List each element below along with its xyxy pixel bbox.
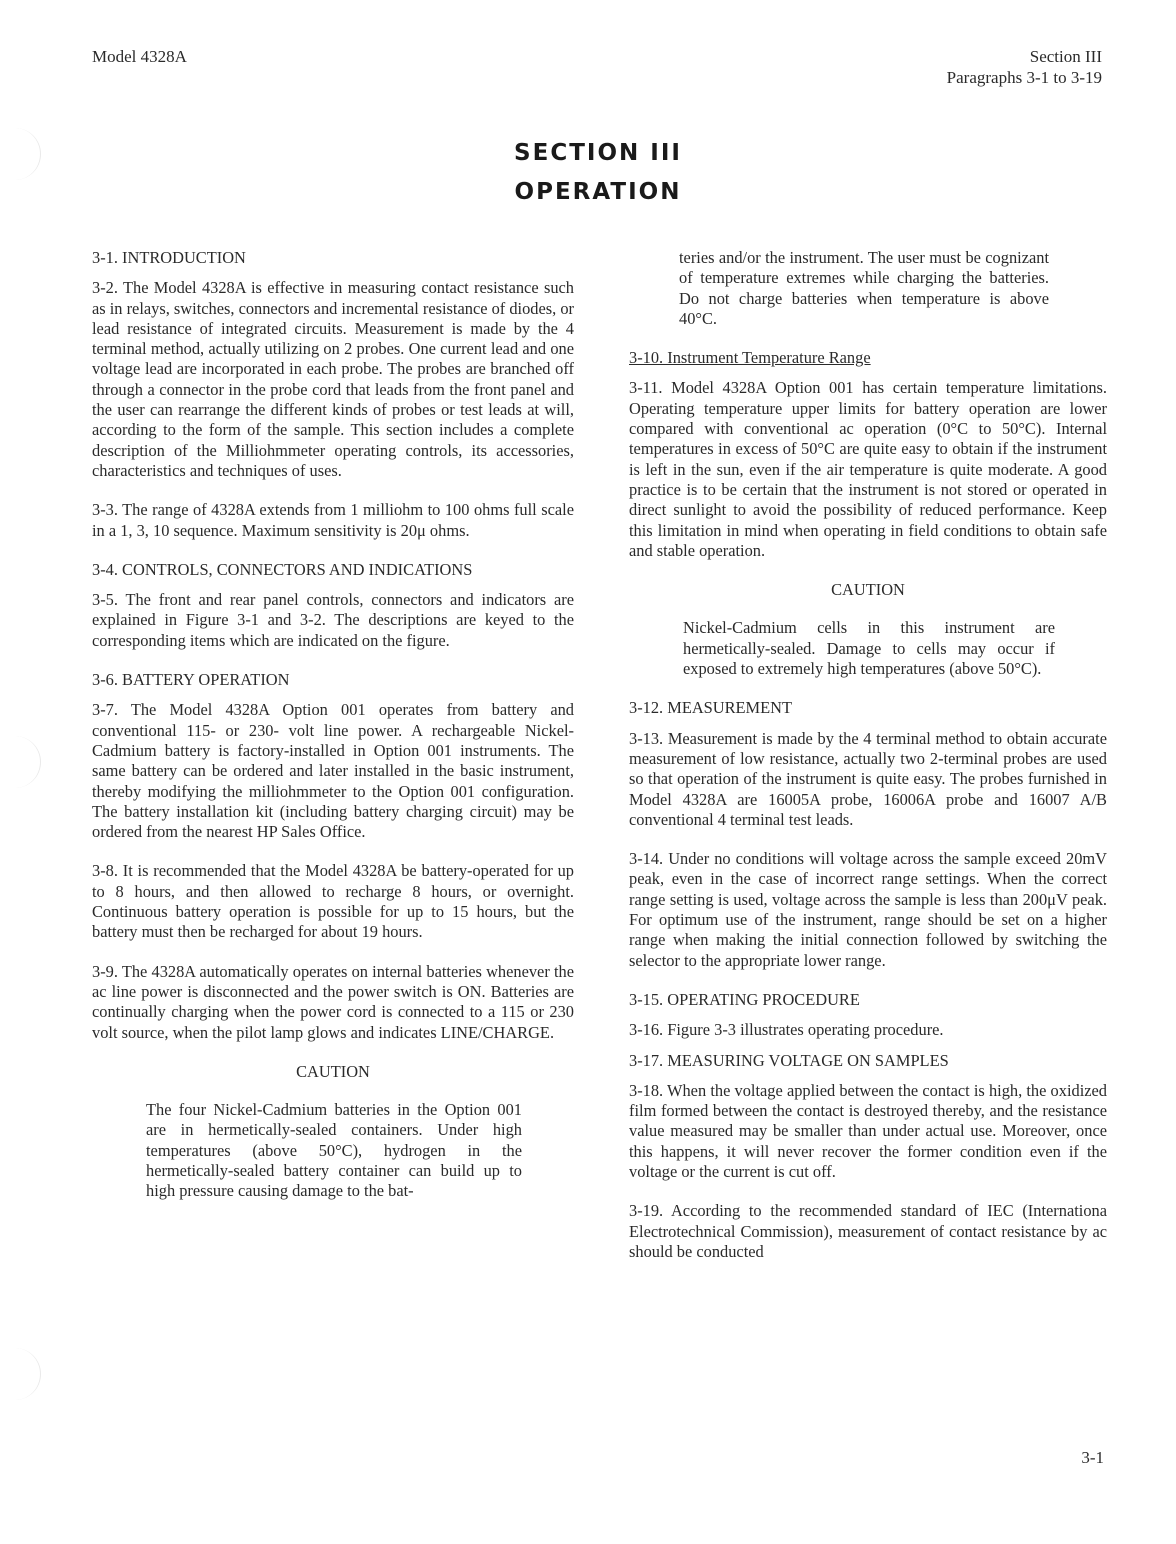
paragraph-3-5: 3-5. The front and rear panel controls, connectors and indicators are explained in Figure 3-1 and 3-2. The descriptions are keyed to the corresponding items which are indicated on the figure. [92,590,574,650]
heading-introduction: 3-1. INTRODUCTION [92,248,246,267]
paragraph-3-3: 3-3. The range of 4328A extends from 1 milliohm to 100 ohms full scale in a 1, 3, 10 sequence. Maximum sensitivity is 20μ ohms. [92,500,574,540]
paragraph-3-7: 3-7. The Model 4328A Option 001 operates from battery and conventional 115- or 230- volt line power. A rechargeable Nickel-Cadmium battery is factory-installed in Option 001 instruments. The same battery can be ordered and later installed in the basic instrument, thereby modifying the milliohmmeter to the Option 001 configuration. The battery installation kit (including battery charging circuit) may be ordered from the nearest HP Sales Office. [92,700,574,842]
caution-continued: teries and/or the instrument. The user must be cognizant of temperature extremes while charging the batteries. Do not charge batteries when temperature is above 40°C. [679,248,1049,328]
caution-title: CAUTION [296,1061,370,1081]
right-column [629,248,1107,1281]
binder-hole-mark [0,736,41,788]
binder-hole-mark [0,1348,41,1400]
header-section: Section III [1029,47,1102,66]
header-model: Model 4328A [92,47,187,66]
caution-body: Nickel-Cadmium cells in this instrument are hermetically-sealed. Damage to cells may occur if exposed to extremely high temperatures (above 50°C). [683,618,1055,679]
section-title: SECTION III [514,140,682,166]
heading-operating-procedure: 3-15. OPERATING PROCEDURE [629,989,860,1009]
heading-measuring-voltage: 3-17. MEASURING VOLTAGE ON SAMPLES [629,1050,949,1070]
heading-temperature-range-text: 3-10. Instrument Temperature Range [629,348,871,368]
caution-body: The four Nickel-Cadmium batteries in the Option 001 are in hermetically-sealed containers. Under high temperatures (above 50°C), hydrogen in the hermetically-sealed battery container can build up to high pressure causing damage to the bat- [146,1100,522,1201]
heading-battery-operation: 3-6. BATTERY OPERATION [92,670,290,690]
heading-controls: 3-4. CONTROLS, CONNECTORS AND INDICATIONS [92,559,473,579]
left-column [92,248,574,1221]
section-subtitle: OPERATION [514,179,682,205]
caution-title: CAUTION [831,580,905,600]
paragraph-3-16: 3-16. Figure 3-3 illustrates operating procedure. [629,1020,944,1040]
paragraph-3-2: 3-2. The Model 4328A is effective in measuring contact resistance such as in relays, switches, connectors and incremental resistance of diodes, or lead resistance of integrated circuits. Measurement is made by the 4 terminal method, actually utilizing on 2 probes. One current lead and one voltage lead are incorporated in each probe. The probes are branched off through a connector in the probe cord that leads from the front panel and the user can rearrange the different kinds of probes or test leads at will, according to the form of the sample. This section includes a complete description of the Milliohmmeter operating controls, its accessories, characteristics and techniques of uses. [92,278,574,480]
paragraph-3-11: 3-11. Model 4328A Option 001 has certain temperature limitations. Operating temperature upper limits for battery operation are lower compared with conventional ac operation (0°C to 50°C). Internal temperatures in excess of 50°C are quite easy to obtain if the instrument is left in the sun, even if the air temperature is quite moderate. A good practice is to be certain that the instrument is not stored or operated in direct sunlight to avoid the possibility of reduced performance. Keep this limitation in mind when operating in field conditions to obtain safe and stable operation. [629,378,1107,560]
paragraph-3-13: 3-13. Measurement is made by the 4 terminal method to obtain accurate measurement of low resistance, actually two 2-terminal probes are used so that operation of the instrument is quite easy. The probes furnished in Model 4328A are 16005A probe, 16006A probe and 16007 A/B conventional 4 terminal test leads. [629,728,1107,829]
paragraph-3-19: 3-19. According to the recommended standard of IEC (Internationa Electrotechnical Commission), measurement of contact resistance by ac should be conducted [629,1201,1107,1261]
paragraph-3-8: 3-8. It is recommended that the Model 4328A be battery-operated for up to 8 hours, and then allowed to recharge 8 hours, or overnight. Continuous battery operation is possible for up to 15 hours, but the battery must then be recharged for about 19 hours. [92,861,574,942]
page-number: 3-1 [1081,1448,1104,1467]
paragraph-3-9: 3-9. The 4328A automatically operates on internal batteries whenever the ac line power is disconnected and the power switch is ON. Batteries are continually charging when the power cord is connected to a 115 or 230 volt source, when the pilot lamp glows and indicates LINE/CHARGE. [92,961,574,1042]
paragraph-3-18: 3-18. When the voltage applied between the contact is high, the oxidized film formed between the contact is destroyed thereby, and the resistance value measured may be smaller than under actual use. Moreover, once this happens, it will never recover the former condition even if the voltage or the current is cut off. [629,1080,1107,1181]
paragraph-3-14: 3-14. Under no conditions will voltage across the sample exceed 20mV peak, even in the case of incorrect range settings. When the correct range setting is used, voltage across the sample is less than 200μV peak. For optimum use of the instrument, range should be set on a higher range when making the initial connection followed by switching the selector to the appropriate lower range. [629,849,1107,970]
heading-measurement: 3-12. MEASUREMENT [629,698,792,718]
header-paragraphs: Paragraphs 3-1 to 3-19 [946,68,1102,87]
heading-temperature-range [629,348,1107,368]
header-section-info [947,46,1102,88]
